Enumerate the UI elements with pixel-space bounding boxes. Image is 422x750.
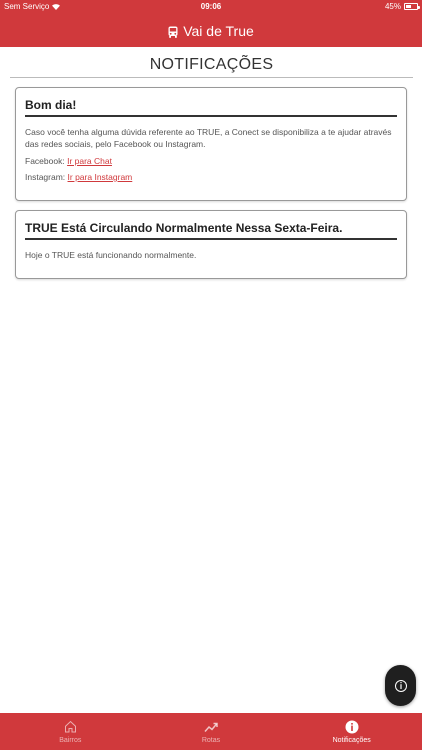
trending-up-icon — [204, 720, 218, 734]
notification-body: Hoje o TRUE está funcionando normalmente. — [25, 250, 197, 260]
tab-rotas[interactable] — [141, 713, 282, 750]
info-icon — [345, 720, 359, 734]
status-bar — [0, 0, 422, 14]
notification-card — [15, 87, 407, 201]
facebook-label: Facebook: — [25, 156, 65, 166]
home-icon — [63, 720, 77, 734]
tab-notificacoes[interactable] — [281, 713, 422, 750]
tab-label: Notificações — [332, 736, 371, 744]
page-divider — [10, 77, 413, 78]
info-fab-button[interactable] — [385, 665, 416, 706]
notification-title: TRUE Está Circulando Normalmente Nessa Sexta-Feira. — [25, 221, 343, 235]
battery-percent: 45% — [384, 2, 401, 11]
info-icon — [395, 680, 407, 692]
battery-icon — [404, 3, 418, 10]
tab-bar — [0, 713, 422, 750]
tab-label: Bairros — [59, 736, 82, 744]
tab-bairros[interactable] — [0, 713, 141, 750]
facebook-line — [25, 155, 397, 167]
notification-title: Bom dia! — [25, 98, 77, 112]
bus-icon — [168, 25, 178, 37]
instagram-link[interactable]: Ir para Instagram — [67, 172, 133, 182]
app-header — [0, 14, 422, 47]
instagram-label: Instagram: — [25, 172, 66, 182]
notification-body: Caso você tenha alguma dúvida referente ao TRUE, a Conect se disponibiliza a te ajudar através das redes sociais, pelo Facebook ou Instagram. — [25, 127, 392, 149]
notification-divider — [25, 238, 397, 240]
carrier-label: Sem Serviço — [4, 2, 50, 11]
status-time: 09:06 — [200, 2, 222, 11]
tab-label: Rotas — [201, 736, 221, 744]
notification-card — [15, 210, 407, 279]
page-title: NOTIFICAÇÕES — [149, 56, 274, 73]
status-right — [385, 2, 418, 11]
notification-divider — [25, 115, 397, 117]
facebook-chat-link[interactable]: Ir para Chat — [67, 156, 112, 166]
instagram-line — [25, 171, 397, 183]
app-title: Vai de True — [183, 22, 254, 39]
